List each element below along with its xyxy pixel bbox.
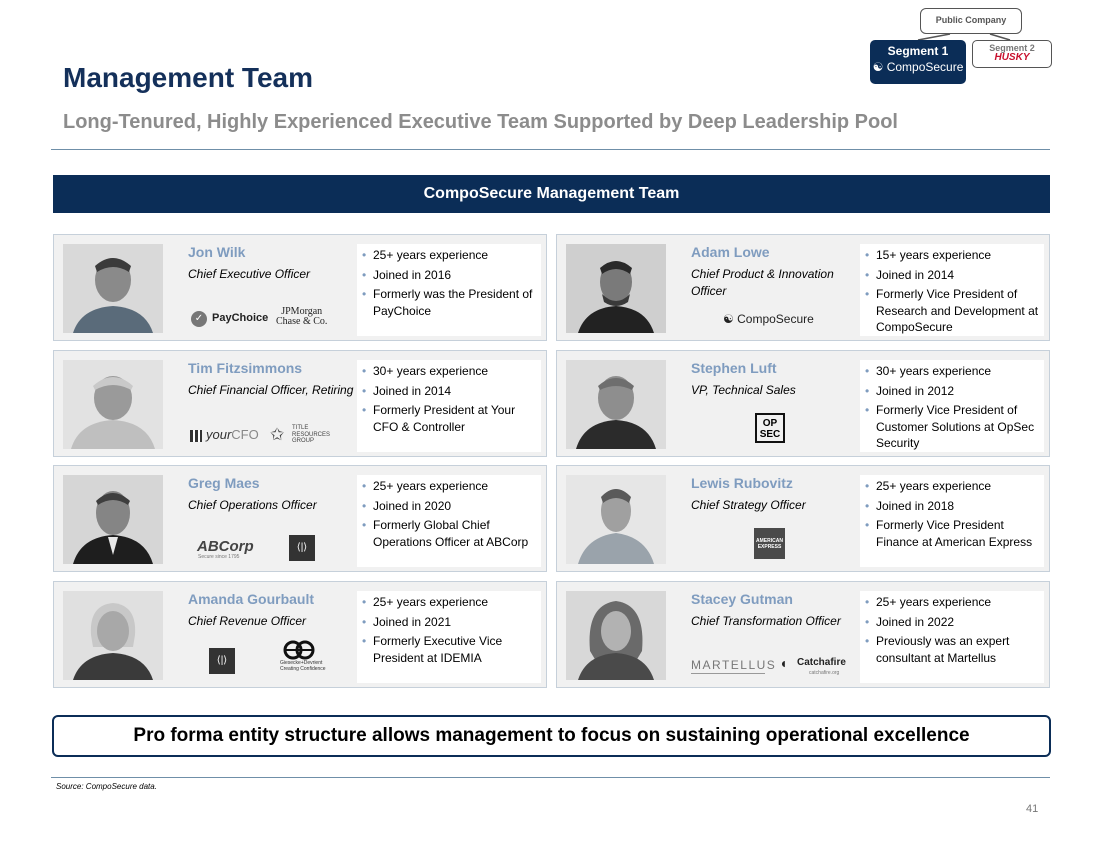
martellus-logo: MARTELLUS: [691, 658, 777, 672]
list-item: • Formerly was the President of PayChoice: [361, 286, 537, 319]
company-logos: [188, 536, 358, 566]
list-item: • Formerly Vice President of Research and Development at CompoSecure: [864, 286, 1040, 336]
experience-list: [357, 360, 541, 452]
segment1-brand: ☯ CompoSecure: [872, 60, 964, 74]
member-role: Chief Financial Officer, Retiring: [188, 383, 354, 397]
list-item: • 30+ years experience: [864, 363, 1040, 380]
composecure-logo: ☯ CompoSecure: [723, 312, 814, 326]
catchafire-logo: Catchafire: [797, 657, 846, 668]
list-item: • Previously was an expert consultant at Martellus: [864, 633, 1040, 666]
member-name: Stacey Gutman: [691, 591, 793, 607]
martellus-underline: [691, 673, 765, 674]
member-role: Chief Executive Officer: [188, 267, 311, 281]
source-note: Source: CompoSecure data.: [56, 782, 157, 791]
giesecke-devrient-logo: Giesecke+Devrient Creating Confidence: [280, 660, 326, 672]
page-title: Management Team: [63, 62, 313, 93]
segment2-label: Segment 2: [989, 43, 1035, 53]
list-item: • Joined in 2012: [864, 383, 1040, 400]
catchafire-icon: ◖: [779, 655, 788, 671]
headshot-photo: [63, 475, 163, 564]
list-item: • Joined in 2018: [864, 498, 1040, 515]
abcorp-subtitle: Secure since 1795: [198, 554, 240, 560]
member-role: Chief Operations Officer: [188, 498, 317, 512]
headshot-photo: [566, 360, 666, 449]
header-divider: [51, 149, 1050, 150]
composecure-logo-icon: ☯: [872, 60, 884, 74]
list-item: • Formerly President at Your CFO & Controller: [361, 402, 537, 435]
opsec-logo: OP SEC: [755, 413, 785, 443]
team-card-greg-maes: [53, 465, 547, 572]
member-name: Adam Lowe: [691, 244, 770, 260]
list-item: • Joined in 2022: [864, 614, 1040, 631]
list-item: • Joined in 2014: [361, 383, 537, 400]
member-name: Jon Wilk: [188, 244, 246, 260]
experience-list: [357, 591, 541, 683]
list-item: • Formerly Global Chief Operations Officer at ABCorp: [361, 517, 537, 550]
experience-list: [860, 475, 1044, 567]
member-role: Chief Strategy Officer: [691, 498, 806, 512]
list-item: • 25+ years experience: [864, 478, 1040, 495]
list-item: • Joined in 2020: [361, 498, 537, 515]
checkmark-icon: ✓: [191, 311, 207, 327]
experience-list: [860, 244, 1044, 336]
member-name: Tim Fitzsimmons: [188, 360, 303, 376]
team-card-lewis-rubovitz: [556, 465, 1050, 572]
list-item: • Formerly Vice President of Customer Solutions at OpSec Security: [864, 402, 1040, 452]
abcorp-logo: ABCorp: [197, 538, 254, 555]
qr-code-icon: [190, 430, 202, 442]
list-item: • Formerly Executive Vice President at IDEMIA: [361, 633, 537, 666]
experience-list: [357, 244, 541, 336]
headshot-photo: [63, 360, 163, 449]
org-chart: [860, 6, 1060, 86]
member-role: VP, Technical Sales: [691, 383, 796, 397]
team-card-amanda-gourbault: [53, 581, 547, 688]
company-logos: [691, 652, 861, 682]
company-logos: [188, 652, 358, 682]
team-card-jon-wilk: [53, 234, 547, 341]
title-resources-group-logo: TITLE RESOURCES GROUP: [292, 425, 331, 444]
segment1-box: [870, 40, 966, 84]
list-item: • 25+ years experience: [361, 247, 537, 264]
company-logos: [691, 418, 861, 451]
list-item: • 15+ years experience: [864, 247, 1040, 264]
headshot-photo: [63, 244, 163, 333]
giesecke-devrient-icon: [282, 640, 316, 660]
list-item: • 25+ years experience: [361, 594, 537, 611]
list-item: • Joined in 2014: [864, 267, 1040, 284]
catchafire-url: catchafire.org: [809, 670, 840, 676]
jpmorgan-logo: JPMorgan Chase & Co.: [276, 306, 328, 327]
page-subtitle: Long-Tenured, Highly Experienced Executive Team Supported by Deep Leadership Pool: [63, 111, 898, 133]
star-icon: ✩: [270, 425, 285, 444]
yourcfo-logo: yourCFO: [206, 427, 259, 442]
headshot-photo: [566, 244, 666, 333]
list-item: • Joined in 2021: [361, 614, 537, 631]
member-name: Stephen Luft: [691, 360, 777, 376]
company-logos: [691, 305, 861, 335]
experience-list: [860, 591, 1044, 683]
member-name: Amanda Gourbault: [188, 591, 315, 607]
list-item: • Joined in 2016: [361, 267, 537, 284]
tagline-box: Pro forma entity structure allows management to focus on sustaining operational excellence: [52, 715, 1051, 757]
page-number: 41: [1026, 803, 1039, 815]
american-express-logo: AMERICAN EXPRESS: [754, 528, 785, 559]
member-role: Chief Transformation Officer: [691, 614, 841, 628]
list-item: • Formerly Vice President Finance at American Express: [864, 517, 1040, 550]
team-card-tim-fitzsimmons: [53, 350, 547, 457]
company-logos: [188, 305, 358, 335]
idemia-logo: ⟨|⟩: [209, 648, 235, 674]
footer-divider: [51, 777, 1050, 778]
headshot-photo: [566, 475, 666, 564]
segment1-label: Segment 1: [887, 44, 949, 58]
idemia-logo: ⟨|⟩: [289, 535, 315, 561]
list-item: • 25+ years experience: [864, 594, 1040, 611]
team-card-adam-lowe: [556, 234, 1050, 341]
segment2-brand: HUSKY: [994, 52, 1030, 63]
member-name: Lewis Rubovitz: [691, 475, 793, 491]
segment2-box: [972, 40, 1052, 68]
member-name: Greg Maes: [188, 475, 260, 491]
list-item: • 30+ years experience: [361, 363, 537, 380]
member-role: Chief Product & Innovation Officer: [691, 267, 834, 298]
member-role: Chief Revenue Officer: [188, 614, 307, 628]
team-card-stacey-gutman: [556, 581, 1050, 688]
section-banner: CompoSecure Management Team: [53, 175, 1050, 213]
public-company-box: Public Company: [920, 8, 1022, 34]
company-logos: [188, 421, 358, 451]
company-logos: [691, 536, 861, 566]
composecure-logo-icon: ☯: [723, 312, 734, 326]
experience-list: [357, 475, 541, 567]
paychoice-logo: PayChoice: [212, 312, 269, 324]
team-card-stephen-luft: [556, 350, 1050, 457]
list-item: • 25+ years experience: [361, 478, 537, 495]
experience-list: [860, 360, 1044, 452]
headshot-photo: [566, 591, 666, 680]
headshot-photo: [63, 591, 163, 680]
